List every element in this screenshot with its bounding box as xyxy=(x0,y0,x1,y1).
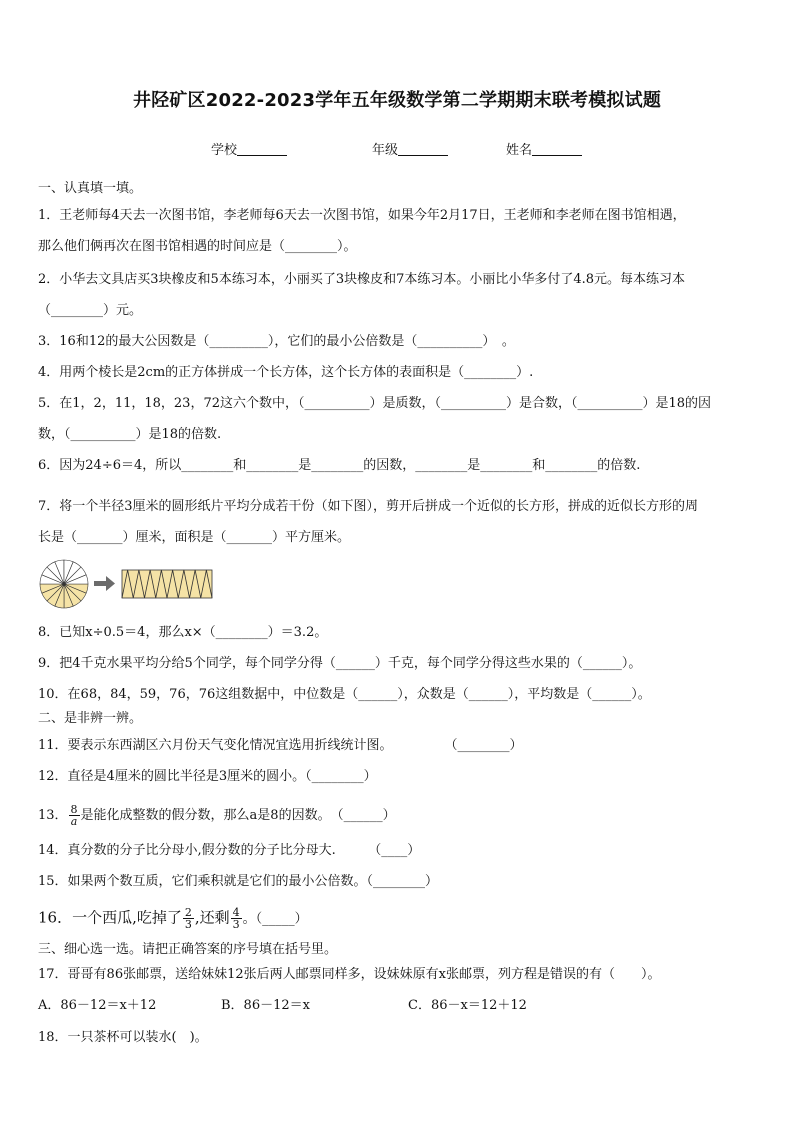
school-blank[interactable] xyxy=(237,143,287,156)
section-3-heading: 三、细心选一选。请把正确答案的序号填在括号里。 xyxy=(38,942,338,957)
name-label: 姓名 xyxy=(506,143,533,158)
question-6: 6．因为24÷6＝4，所以________和________是________的因数，________是________和________的倍数. xyxy=(38,458,641,473)
fraction-two-thirds xyxy=(183,907,194,930)
grade-blank[interactable] xyxy=(398,143,448,156)
fraction-denominator: 3 xyxy=(232,918,240,931)
fraction-8-over-a xyxy=(69,804,80,827)
approx-rectangle xyxy=(122,570,212,598)
name-field[interactable] xyxy=(506,139,582,158)
question-7-line-1: 7．将一个半径3厘米的圆形纸片平均分成若干份（如下图），剪开后拼成一个近似的长方形，拼成的近似长方形的周 xyxy=(38,499,699,514)
fraction-numerator: 8 xyxy=(70,803,78,816)
circle-to-rectangle-figure xyxy=(38,558,218,610)
question-16-text-a: 16．一个西瓜,吃掉了 xyxy=(38,908,182,927)
question-2-line-1: 2．小华去文具店买3块橡皮和5本练习本，小丽买了3块橡皮和7本练习本。小丽比小华多付了4.8元。每本练习本 xyxy=(38,272,686,287)
grade-label: 年级 xyxy=(372,143,399,158)
fraction-four-thirds xyxy=(231,907,242,930)
question-13-prefix: 13． xyxy=(38,808,68,823)
fraction-numerator: 2 xyxy=(184,906,192,919)
fraction-denominator: a xyxy=(70,815,78,828)
grade-field[interactable] xyxy=(372,139,448,158)
fraction-numerator: 4 xyxy=(232,906,240,919)
question-12: 12．直径是4厘米的圆比半径是3厘米的圆小。（________） xyxy=(38,769,377,784)
question-1-line-2: 那么他们俩再次在图书馆相遇的时间应是（________）。 xyxy=(38,239,357,254)
question-14: 14．真分数的分子比分母小,假分数的分子比分母大. （____） xyxy=(38,843,421,858)
question-13 xyxy=(38,804,396,827)
question-7-line-2: 长是（_______）厘米，面积是（_______）平方厘米。 xyxy=(38,530,351,545)
school-label: 学校 xyxy=(211,143,238,158)
question-16-text-c: 。（_____） xyxy=(242,911,308,927)
question-15: 15．如果两个数互质，它们乘积就是它们的最小公倍数。（________） xyxy=(38,874,439,889)
question-17: 17．哥哥有86张邮票，送给妹妹12张后两人邮票同样多，设妹妹原有x张邮票，列方程是错误的有（ ）。 xyxy=(38,967,661,982)
question-11: 11．要表示东西湖区六月份天气变化情况宜选用折线统计图。 （________） xyxy=(38,738,523,753)
arrow-icon xyxy=(94,576,115,591)
rectangle-frame xyxy=(122,570,212,598)
question-8: 8．已知x÷0.5＝4，那么x×（________）＝3.2。 xyxy=(38,625,328,640)
question-17-option-c[interactable]: C．86－x＝12＋12 xyxy=(408,998,527,1013)
question-3: 3．16和12的最大公因数是（_________），它们的最小公倍数是（__________） 。 xyxy=(38,334,515,349)
question-18: 18．一只茶杯可以装水( )。 xyxy=(38,1030,208,1045)
question-1-line-1: 1．王老师每4天去一次图书馆，李老师每6天去一次图书馆，如果今年2月17日，王老师和李老师在图书馆相遇， xyxy=(38,208,686,223)
page-title: 井陉矿区2022-2023学年五年级数学第二学期期末联考模拟试题 xyxy=(132,90,662,111)
sector-circle xyxy=(40,560,88,608)
question-4: 4．用两个棱长是2cm的正方体拼成一个长方体，这个长方体的表面积是（________）. xyxy=(38,365,534,380)
section-1-heading: 一、认真填一填。 xyxy=(38,181,143,196)
question-5-line-1: 5．在1，2，11，18，23，72这六个数中，（__________）是质数，（__________）是合数，（__________）是18的因 xyxy=(38,396,712,411)
question-2-line-2: （________）元。 xyxy=(38,303,143,318)
name-blank[interactable] xyxy=(532,143,582,156)
section-2-heading: 二、是非辨一辨。 xyxy=(38,711,143,726)
question-16 xyxy=(38,907,308,930)
school-field[interactable] xyxy=(211,139,287,158)
question-13-text: 是能化成整数的假分数，那么a是8的因数。 （______） xyxy=(80,808,396,823)
question-9: 9．把4千克水果平均分给5个同学，每个同学分得（______）千克，每个同学分得这些水果的（______）。 xyxy=(38,656,642,671)
question-17-option-a[interactable]: A．86－12＝x＋12 xyxy=(38,998,157,1013)
question-17-option-b[interactable]: B．86－12＝x xyxy=(221,998,310,1013)
question-10: 10．在68，84，59，76，76这组数据中，中位数是（______），众数是（______），平均数是（______）。 xyxy=(38,687,651,702)
fraction-denominator: 3 xyxy=(184,918,192,931)
question-16-text-b: ,还剩 xyxy=(194,908,230,927)
question-5-line-2: 数，（__________）是18的倍数. xyxy=(38,427,222,442)
